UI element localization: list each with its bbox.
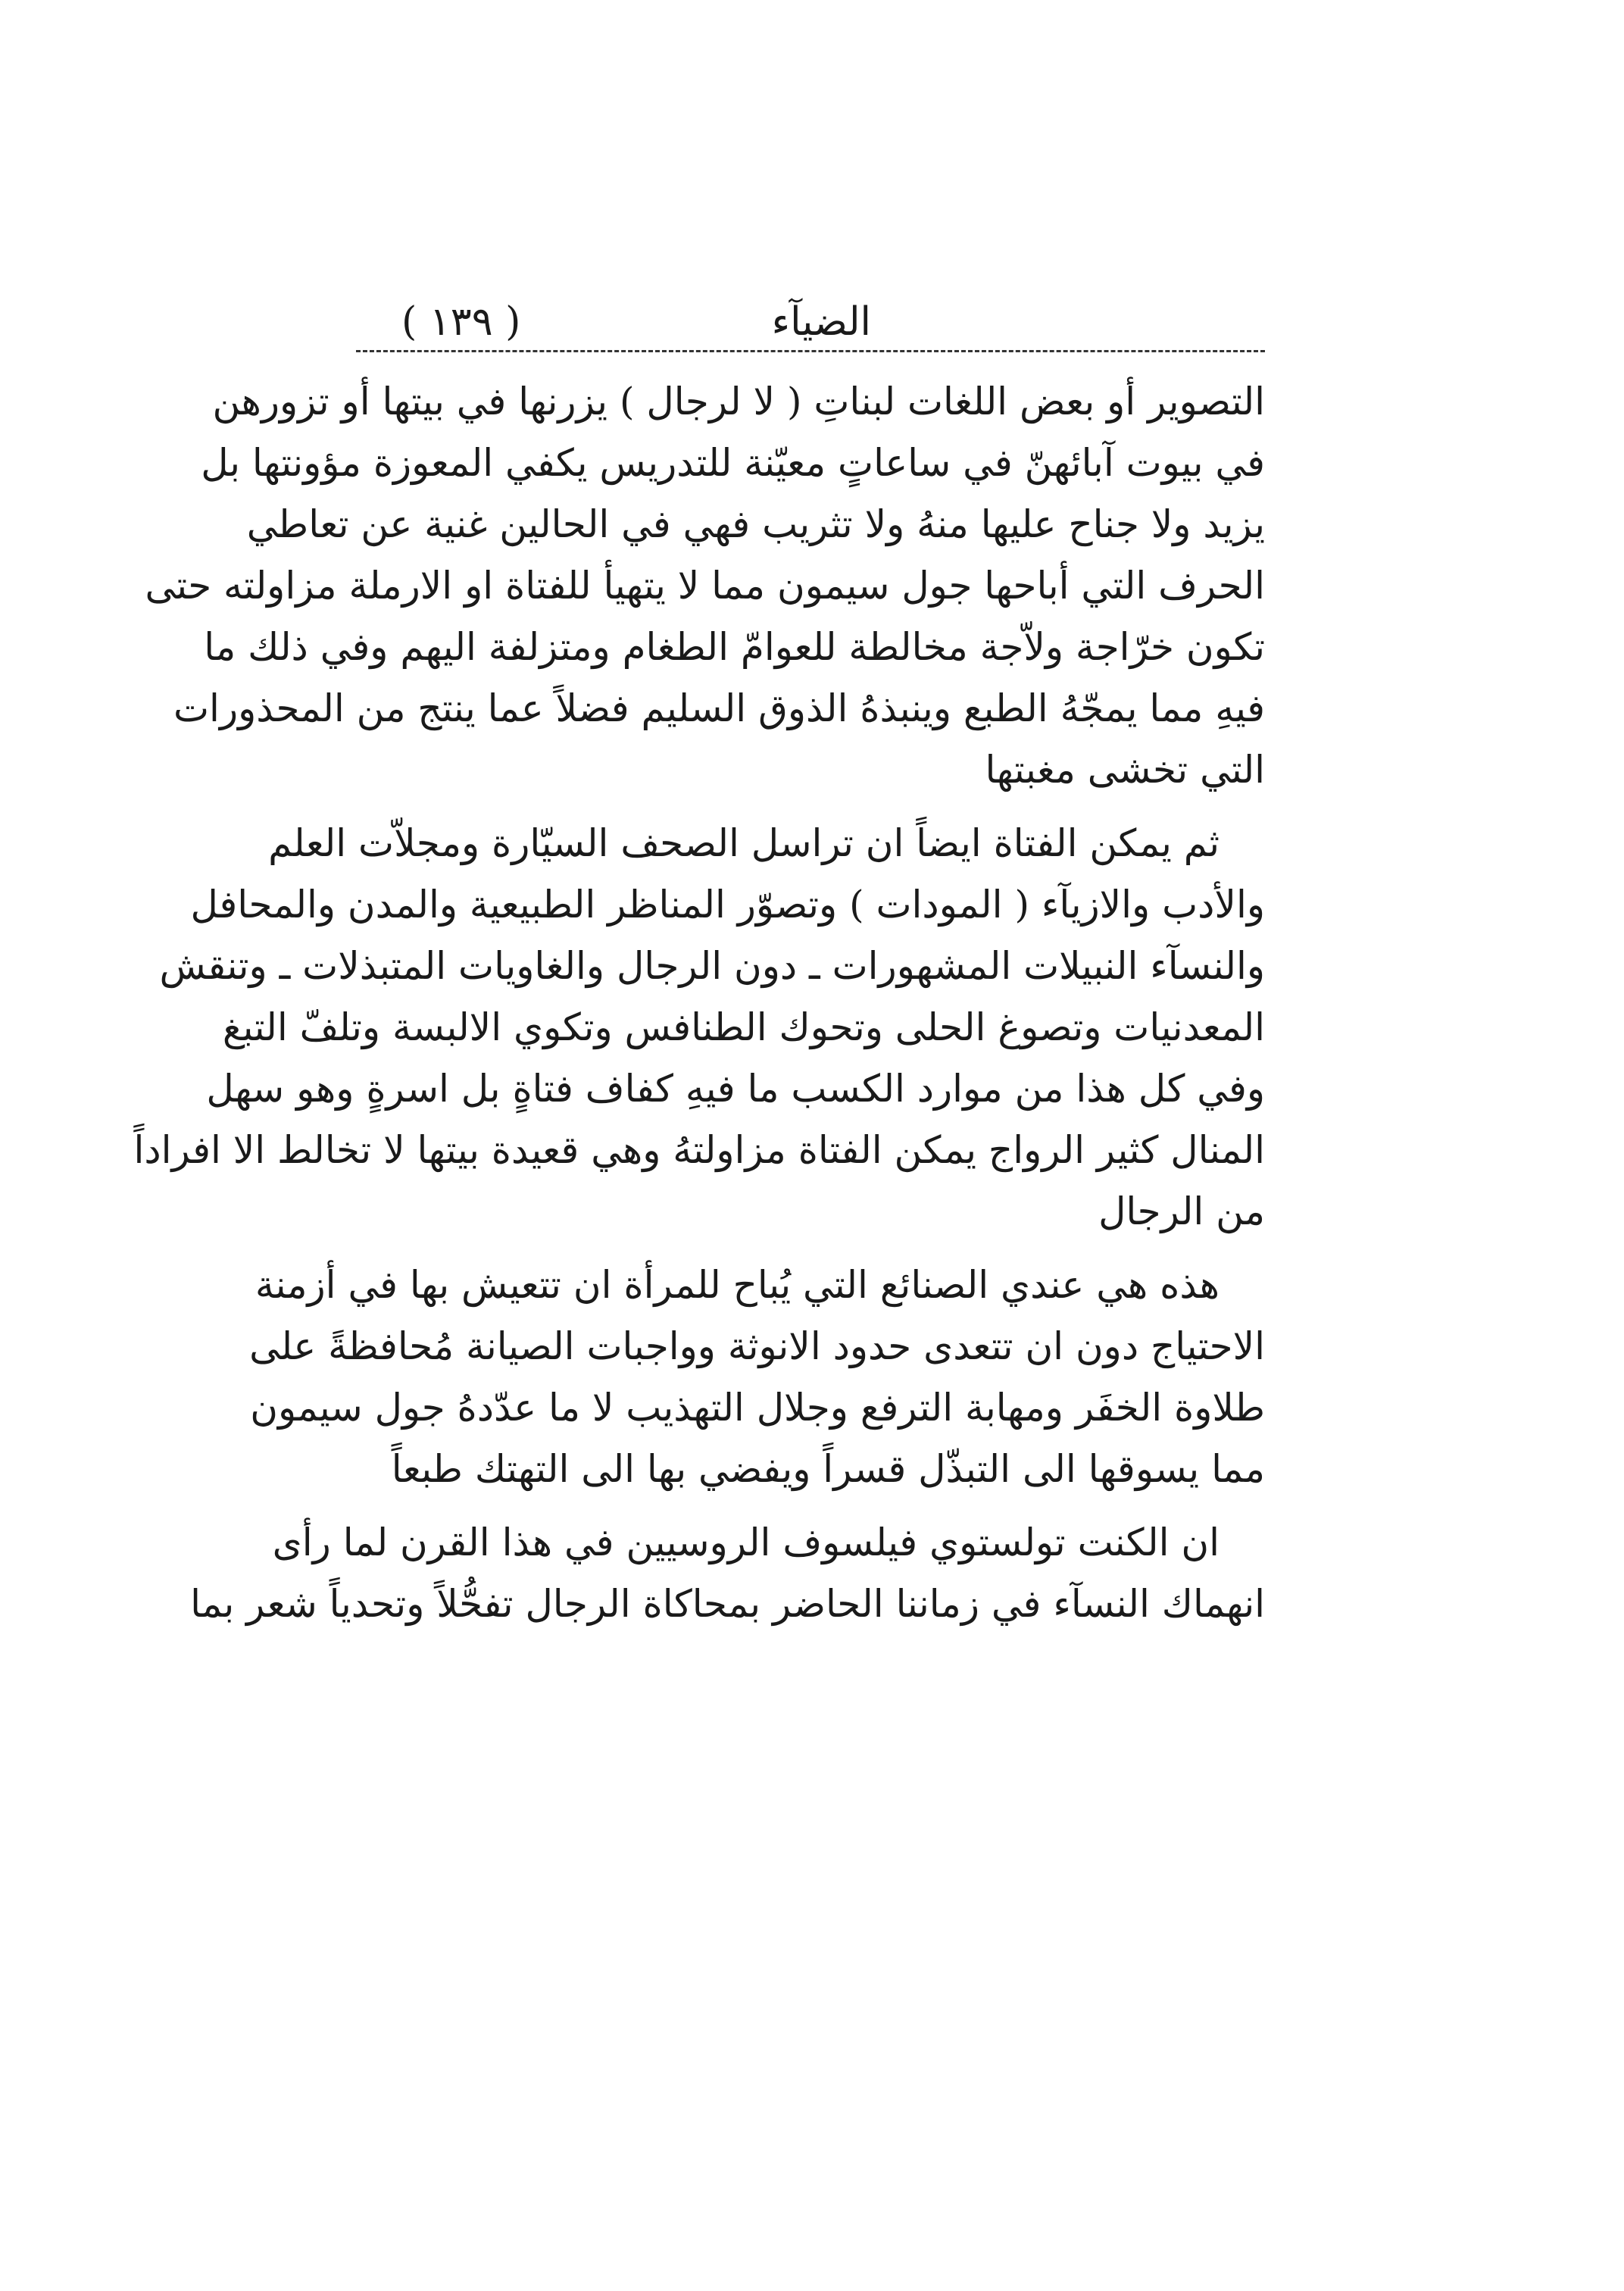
- text-line: في بيوت آبائهنّ في ساعاتٍ معيّنة للتدريس يكفي المعوزة مؤونتها بل: [201, 441, 1265, 485]
- page-header: [356, 288, 1265, 356]
- text-body: [133, 371, 1265, 1647]
- text-line: والأدب والازيآء ( المودات ) وتصوّر المناظر الطبيعية والمدن والمحافل: [190, 883, 1265, 927]
- text-line: هذه هي عندي الصنائع التي يُباح للمرأة ان تتعيش بها في أزمنة: [255, 1263, 1220, 1307]
- text-line: المنال كثير الرواج يمكن الفتاة مزاولتهُ وهي قعيدة بيتها لا تخالط الا افراداً: [133, 1128, 1265, 1172]
- text-line: فيهِ مما يمجّهُ الطبع وينبذهُ الذوق السليم فضلاً عما ينتج من المحذورات: [173, 686, 1265, 730]
- paragraph-3: [249, 1255, 1265, 1500]
- paragraph-1: [145, 371, 1265, 801]
- text-line: المعدنيات وتصوغ الحلى وتحوك الطنافس وتكوي الالبسة وتلفّ التبغ: [222, 1005, 1265, 1049]
- header-rule: [356, 350, 1265, 352]
- text-line: مما يسوقها الى التبذّل قسراً ويفضي بها الى التهتك طبعاً: [391, 1447, 1265, 1491]
- paragraph-2: [133, 813, 1265, 1242]
- text-line: التي تخشى مغبتها: [985, 748, 1265, 792]
- text-line: التصوير أو بعض اللغات لبناتِ ( لا لرجال ) يزرنها في بيتها أو تزورهن: [212, 380, 1265, 424]
- text-line: تكون خرّاجة ولاّجة مخالطة للعوامّ الطغام ومتزلفة اليهم وفي ذلك ما: [204, 625, 1265, 669]
- running-title: الضيآء: [771, 299, 871, 345]
- text-line: الاحتياج دون ان تتعدى حدود الانوثة وواجبات الصيانة مُحافظةً على: [249, 1324, 1265, 1368]
- text-line: طلاوة الخفَر ومهابة الترفع وجلال التهذيب لا ما عدّدهُ جول سيمون: [250, 1386, 1265, 1430]
- page-number: ( ١٣٩ ): [401, 299, 521, 345]
- text-line: والنسآء النبيلات المشهورات ـ دون الرجال والغاويات المتبذلات ـ وتنقش: [159, 944, 1265, 988]
- text-line: يزيد ولا جناح عليها منهُ ولا تثريب فهي في الحالين غنية عن تعاطي: [246, 502, 1265, 546]
- text-line: ثم يمكن الفتاة ايضاً ان تراسل الصحف السيّارة ومجلاّت العلم: [268, 821, 1220, 865]
- text-line: ان الكنت تولستوي فيلسوف الروسيين في هذا القرن لما رأى: [272, 1521, 1220, 1564]
- text-line: انهماك النسآء في زماننا الحاضر بمحاكاة الرجال تفحُّلاً وتحدياً شعر بما: [190, 1582, 1265, 1626]
- text-line: وفي كل هذا من موارد الكسب ما فيهِ كفاف فتاةٍ بل اسرةٍ وهو سهل: [206, 1067, 1265, 1111]
- paragraph-4: [190, 1512, 1265, 1635]
- text-line: الحرف التي أباحها جول سيمون مما لا يتهيأ للفتاة او الارملة مزاولته حتى: [145, 564, 1265, 608]
- text-line: من الرجال: [1098, 1189, 1265, 1233]
